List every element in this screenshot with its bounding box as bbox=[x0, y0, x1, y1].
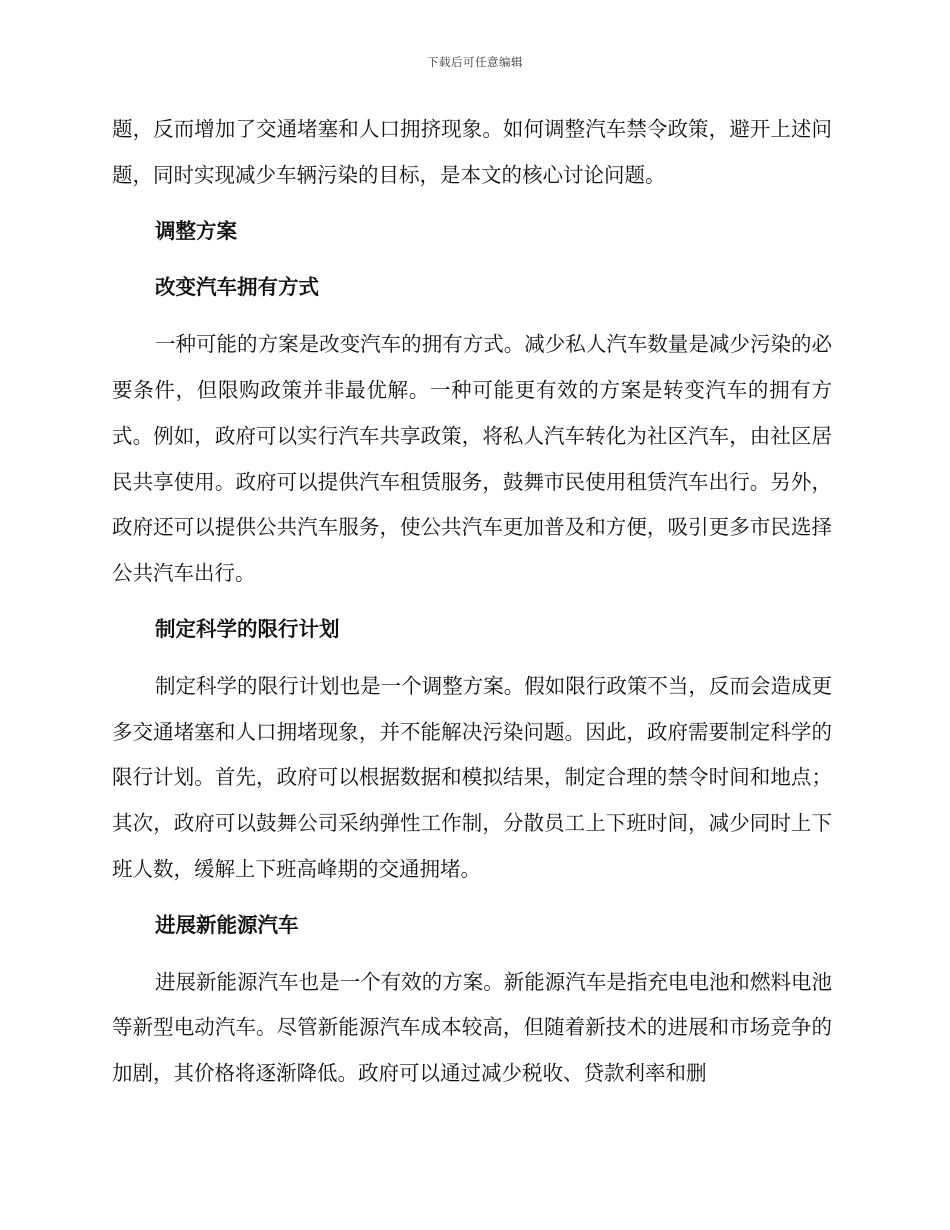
intro-paragraph-tail: 题，反而增加了交通堵塞和人口拥挤现象。如何调整汽车禁令政策，避开上述问题，同时实现减少车辆污染的目标，是本文的核心讨论问题。 bbox=[112, 117, 832, 187]
document-body bbox=[112, 107, 832, 1107]
paragraph-car-ownership: 一种可能的方案是改变汽车的拥有方式。减少私人汽车数量是减少污染的必要条件，但限购政策并非最优解。一种可能更有效的方案是转变汽车的拥有方式。例如，政府可以实行汽车共享政策，将私人汽车转化为社区汽车，由社区居民共享使用。政府可以提供汽车租赁服务，鼓舞市民使用租赁汽车出行。另外，政府还可以提供公共汽车服务，使公共汽车更加普及和方便，吸引更多市民选择公共汽车出行。 bbox=[112, 332, 832, 586]
paragraph-new-energy-vehicles: 进展新能源汽车也是一个有效的方案。新能源汽车是指充电电池和燃料电池等新型电动汽车。尽管新能源汽车成本较高，但随着新技术的进展和市场竞争的加剧，其价格将逐渐降低。政府可以通过减少税收、贷款利率和删 bbox=[112, 969, 832, 1086]
subheading-car-ownership: 改变汽车拥有方式 bbox=[155, 275, 319, 300]
paragraph-restriction-plan: 制定科学的限行计划也是一个调整方案。假如限行政策不当，反而会造成更多交通堵塞和人口拥堵现象，并不能解决污染问题。因此，政府需要制定科学的限行计划。首先，政府可以根据数据和模拟结果，制定合理的禁令时间和地点；其次，政府可以鼓舞公司采纳弹性工作制，分散员工上下班时间，减少同时上下班人数，缓解上下班高峰期的交通拥堵。 bbox=[112, 673, 832, 881]
page-header-note: 下载后可任意编辑 bbox=[427, 55, 523, 69]
section-heading-adjustment-plan: 调整方案 bbox=[155, 218, 237, 243]
subheading-restriction-plan: 制定科学的限行计划 bbox=[155, 616, 340, 641]
subheading-new-energy-vehicles: 进展新能源汽车 bbox=[155, 912, 299, 937]
